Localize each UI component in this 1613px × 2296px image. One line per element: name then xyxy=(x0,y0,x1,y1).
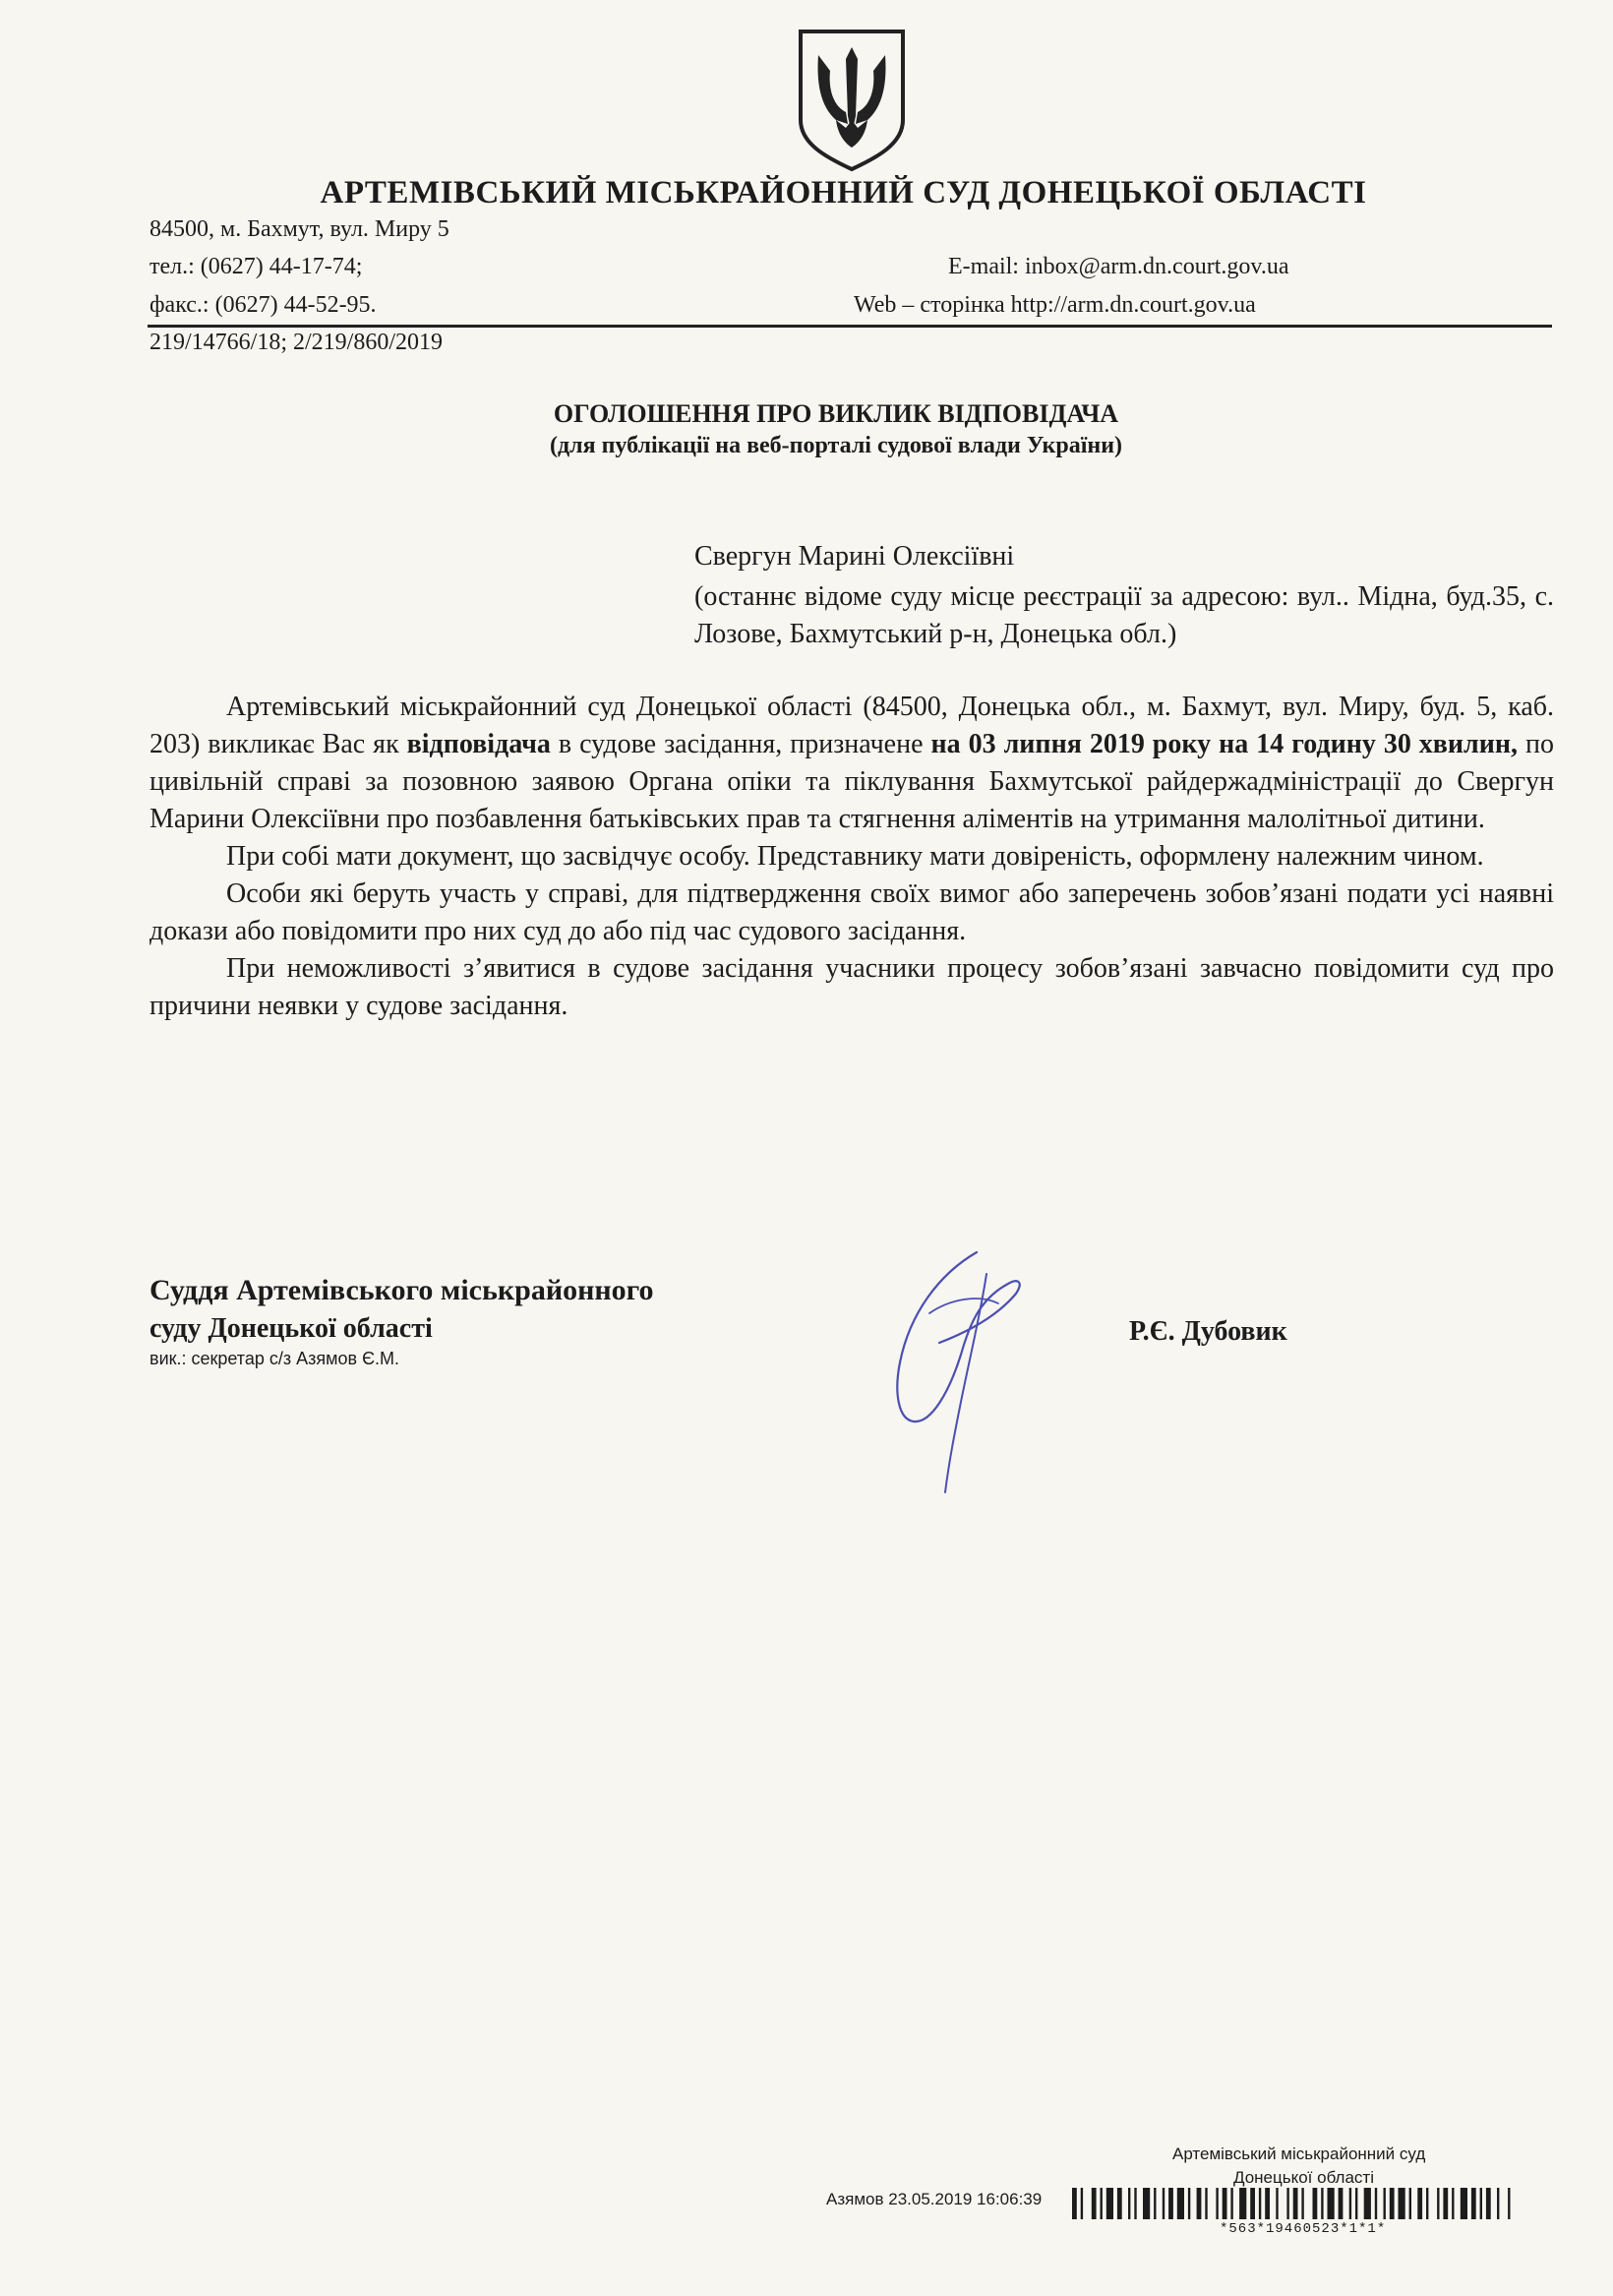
barcode-number: *563*19460523*1*1* xyxy=(1220,2221,1387,2237)
barcode-bar xyxy=(1177,2188,1184,2219)
barcode-bar xyxy=(1409,2188,1411,2219)
announcement-subtitle: (для публікації на веб-порталі судової влади України) xyxy=(549,433,1123,458)
barcode-bar xyxy=(1223,2188,1227,2219)
announcement-title: ОГОЛОШЕННЯ ПРО ВИКЛИК ВІДПОВІДАЧА xyxy=(553,399,1119,428)
barcode-bar xyxy=(1106,2188,1113,2219)
header-divider xyxy=(148,325,1552,328)
barcode-bar xyxy=(1328,2188,1335,2219)
body-paragraph-1 xyxy=(149,689,1554,838)
judge-title-line2: суду Донецької області xyxy=(149,1313,433,1344)
barcode-bar xyxy=(1143,2188,1150,2219)
barcode-bar xyxy=(1092,2188,1097,2219)
barcode-bar xyxy=(1497,2188,1499,2219)
barcode-bar xyxy=(1486,2188,1491,2219)
barcode-bar xyxy=(1168,2188,1173,2219)
barcode-bar xyxy=(1417,2188,1422,2219)
barcode-bar xyxy=(1375,2188,1377,2219)
barcode-bar xyxy=(1339,2188,1344,2219)
body-text-span: в судове засідання, призначене xyxy=(550,729,931,759)
court-website: Web – сторінка http://arm.dn.court.gov.ua xyxy=(854,292,1256,318)
barcode-bar xyxy=(1216,2188,1218,2219)
barcode-bar xyxy=(1230,2188,1232,2219)
case-numbers: 219/14766/18; 2/219/860/2019 xyxy=(149,330,444,355)
body-text-span: по цивільній справі за позовною заявою Органа опіки та піклування Бахмутської райдержадміністрації до Свергун Марини Олексіївни про позбавлення батьківських прав та стягнення аліментів на утримання малолітньої дитини. xyxy=(149,729,1554,834)
barcode-bar xyxy=(1265,2188,1270,2219)
barcode-bar xyxy=(1355,2188,1357,2219)
barcode-bar xyxy=(1286,2188,1288,2219)
barcode-bar xyxy=(1399,2188,1405,2219)
body-text-span: Артемівський міськрайонний суд Донецької області (84500, Донецька обл., м. Бахмут, вул. Миру, буд. 5, каб. 203) викликає Вас як xyxy=(149,692,1554,759)
barcode-bar xyxy=(1313,2188,1318,2219)
barcode-bar xyxy=(1349,2188,1351,2219)
barcode xyxy=(1072,2188,1554,2219)
barcode-bar xyxy=(1188,2188,1190,2219)
court-phone: тел.: (0627) 44-17-74; xyxy=(149,254,363,279)
court-fax: факс.: (0627) 44-52-95. xyxy=(149,292,377,318)
barcode-bar xyxy=(1117,2188,1122,2219)
court-email: E-mail: inbox@arm.dn.court.gov.ua xyxy=(948,254,1289,279)
barcode-bar xyxy=(1128,2188,1130,2219)
barcode-bar xyxy=(1471,2188,1476,2219)
addressee-address: (останнє відоме суду місце реєстрації за адресою: вул.. Мідна, буд.35, с. Лозове, Бахмутський р-н, Донецька обл.) xyxy=(694,581,1554,649)
body-paragraph-3: Особи які беруть участь у справі, для підтвердження своїх вимог або заперечень зобов’язані подати усі наявні докази або повідомити про них суд до або під час судового засідання. xyxy=(149,878,1554,946)
judge-title-line1: Суддя Артемівського міськрайонного xyxy=(149,1274,654,1306)
barcode-bar xyxy=(1081,2188,1083,2219)
coat-of-arms-icon xyxy=(795,26,909,173)
court-name: АРТЕМІВСЬКИЙ МІСЬКРАЙОННИЙ СУД ДОНЕЦЬКОЇ ОБЛАСТІ xyxy=(320,175,1367,211)
barcode-bar xyxy=(1154,2188,1156,2219)
barcode-bar xyxy=(1259,2188,1261,2219)
barcode-bar xyxy=(1205,2188,1207,2219)
barcode-bar xyxy=(1480,2188,1482,2219)
executor-note: вик.: секретар с/з Азямов Є.М. xyxy=(149,1349,400,1368)
barcode-bar xyxy=(1250,2188,1255,2219)
barcode-bar xyxy=(1321,2188,1323,2219)
barcode-bar xyxy=(1443,2188,1448,2219)
court-address: 84500, м. Бахмут, вул. Миру 5 xyxy=(149,216,449,242)
body-bold-datetime: на 03 липня 2019 року на 14 годину 30 хвилин, xyxy=(930,729,1519,759)
addressee-name: Свергун Марині Олексіївні xyxy=(694,541,1015,572)
barcode-bar xyxy=(1508,2188,1510,2219)
barcode-bar xyxy=(1072,2188,1077,2219)
barcode-bar xyxy=(1390,2188,1395,2219)
barcode-bar xyxy=(1101,2188,1103,2219)
handwritten-signature xyxy=(870,1244,1047,1500)
barcode-bar xyxy=(1276,2188,1278,2219)
judge-name: Р.Є. Дубовик xyxy=(1129,1316,1287,1347)
stamp-author-time: Азямов 23.05.2019 16:06:39 xyxy=(826,2190,1043,2208)
body-paragraph-4: При неможливості з’явитися в судове засідання учасники процесу зобов’язані завчасно повідомити суд про причини неявки у судове засідання. xyxy=(149,953,1554,1021)
stamp-court-line2: Донецької області xyxy=(1233,2168,1374,2187)
barcode-bar xyxy=(1364,2188,1371,2219)
barcode-bar xyxy=(1197,2188,1202,2219)
stamp-court-line1: Артемівський міськрайонний суд xyxy=(1172,2145,1426,2163)
barcode-bar xyxy=(1163,2188,1165,2219)
barcode-bar xyxy=(1239,2188,1246,2219)
barcode-bar xyxy=(1134,2188,1136,2219)
body-bold-role: відповідача xyxy=(406,729,551,759)
barcode-bar xyxy=(1301,2188,1303,2219)
body-paragraph-2: При собі мати документ, що засвідчує особу. Представнику мати довіреність, оформлену належним чином. xyxy=(226,841,1484,872)
barcode-bar xyxy=(1426,2188,1428,2219)
barcode-bar xyxy=(1384,2188,1386,2219)
barcode-bar xyxy=(1293,2188,1298,2219)
barcode-bar xyxy=(1461,2188,1467,2219)
announcement-body xyxy=(149,689,1554,1025)
barcode-bar xyxy=(1437,2188,1439,2219)
barcode-bar xyxy=(1452,2188,1454,2219)
